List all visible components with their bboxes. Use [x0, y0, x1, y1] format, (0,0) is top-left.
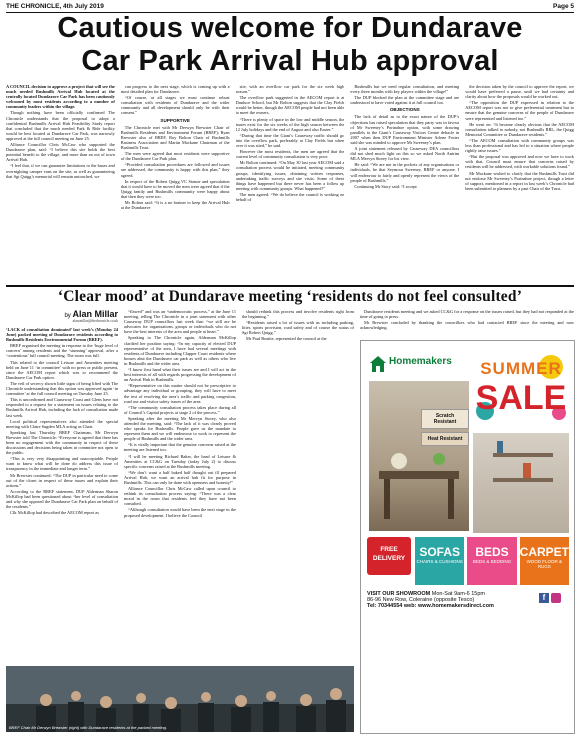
homemakers-advert[interactable]: [360, 340, 575, 734]
article-1-col-1: [6, 84, 115, 282]
article-2-col-3: [242, 309, 354, 345]
article-1-col-2: [121, 84, 230, 282]
paragraph: “During that time the Giant’s Causeway traffic should go into the overflow park, preferably at Clay Fields but when over it was sited,” he said.: [235, 132, 345, 149]
paragraph: site, with an overflow car park for the six week high season.”: [235, 84, 345, 95]
article-2-col-1-text: [6, 327, 118, 665]
paragraph: Dundarave residents meeting and we asked CC&G for a response on the issues raised, but they had not responded at the time of going to press.: [360, 309, 574, 320]
table-icon: [369, 381, 469, 531]
paragraph: Mr Paul Beattie, represented the council at the: [246, 336, 327, 342]
article-1-col-3: [236, 84, 345, 282]
swatch-scratch-resistant: Scratch Resistant: [421, 409, 469, 429]
subheading-objections: OBJECTIONS: [389, 107, 420, 113]
paragraph: “We don’t want a half baked half thought out ill prepared Arrival Hub, we want an arrival hub fit for purpose in Bushmills. This can only be done with openness and honesty!”: [124, 469, 236, 485]
paragraph: In respect of the Robert Quigg VC Statute and speculation that it would have to be moved the men were agreed that if the Quigg family and Bushmills community were happy about that then they were too.: [120, 178, 230, 199]
masthead: [6, 0, 574, 12]
paragraph: The veil of secrecy shown little signs of being lifted with The Chronicle understanding that this option was approved again ‘in committee’ at the full council meeting on Tuesday June 25.: [6, 380, 118, 397]
paragraph: “I feel that, if we can guarantee limitations to the buses and overnighting camper vans on the site, as well as guaranteeing that Sgt Quigg’s memorial will remain untouched, we: [6, 163, 115, 179]
paragraph: “I know first hand what their issues are and I will act in the best interests of all with regards progressing the development of an Arrival Hub in Bushmills.: [124, 367, 236, 383]
paragraph: The Chronicle met with Mr Derwyn Brewster Chair of Bushmills Residents and Environment Forum (BREF); Ryan Brewster also of BREF, Roy Bolton Chair of Bushmills Business Association and Martin Mackane Chairman of the Bushmills Trust.: [120, 124, 230, 151]
category-beds[interactable]: [467, 537, 516, 585]
paragraph: The overflow park suggested in the AECOM report is at Dunluce School, but Mr Bolton suggests that the Clay Fields would be better, though the AECOM people had not been able to meet the owners.: [235, 95, 345, 116]
category-sub: BEDS & BEDDING: [472, 559, 512, 564]
article-2-col-2: [124, 309, 236, 665]
paragraph: “The AECOM consultation with community groups was less than professional and has led to a situation where people rightly raise issues.”: [465, 137, 574, 154]
paragraph: Mr Brewster concluded by thanking the councillors who had contacted BREF since the meeting and now acknowledging.: [360, 320, 574, 331]
article-2-col-4-text: [360, 309, 574, 337]
category-sub: CHAIRS & CUSHIONS: [416, 559, 463, 564]
paragraph: Mr Bolton continued: “On May 30 last year AECOM said a consultation process would be initiated, meeting community groups, identifying issues, obtaining written responses, undertaking traffic surveys and site visits. Some of these things have happened but there never has been a follow up meeting with community groups. What happened?”: [235, 160, 345, 191]
paragraph: Speaking last Thursday BREF Chairman, Mr Derwyn Brewster told The Chronicle: “Everyone is agreed that there has been no engagement with the community in respect of these discussions and decisions being taken in committee not open to the public.: [6, 429, 118, 456]
free-delivery-badge: FREE DELIVERY: [367, 537, 411, 575]
category-sofas[interactable]: [415, 537, 464, 585]
paragraph: This is unconfirmed and Causeway Coast and Glens have not responded to a request for a statement on issues relating to the Bushmills Arrival Hub, including the lack of consultation made last week.: [6, 397, 118, 418]
photo-crowd-illustration: [6, 666, 354, 732]
paragraph: The lack of detail as to the exact nature of the DUP’s objections has raised speculation that they party was in favour of Mr Sweeney’s Portnaboe option, with some drawing parallels to the Giant’s Causeway Visitors Centre debacle in 2007 when then DUP Environment Minister Arlene Foster said she was minded to approve Mr Sweeney’s plan.: [350, 114, 460, 145]
ad-footer: [367, 591, 567, 609]
article-1-col-5: [465, 84, 574, 282]
category-title: SOFAS: [419, 545, 460, 559]
opening-hours: Mon-Sat 9am-6 15pm: [431, 591, 485, 597]
byline-name-row: [6, 309, 118, 319]
paragraph: “Of course, at all stages we must continue robust consultation with residents of Dundarave and the wider community and all development should only be with their consent.”: [120, 95, 230, 116]
paragraph: can progress to the next stage, which is coming up with a most detailed plan for Dundarave.: [120, 84, 230, 95]
homemakers-logo: [369, 353, 452, 375]
paragraph: “Representative on this matter should not be prescriptive to advantage any individual or grouping, they will have to meet the test of resolving the area’s traffic and parking congestion, road use and visitor safety issues of the area.: [124, 383, 236, 404]
paragraph: According to the BREF statement, DUP Alderman Sharon McKillop had been questioned about “her level of consultation and why she opposed the Dundarave Car Park plan on behalf of the residents.”: [6, 488, 118, 510]
paragraph: “I will be meeting Richard Baker, the head of Leisure & Amenities at CC&G on Tuesday (today July 2) to discuss specific concerns raised at the Bushmills meeting.: [124, 453, 236, 469]
paragraph: Local political representatives also attended the special meeting with Claire Sugden MLA acting as Chair.: [6, 418, 118, 429]
category-sub: WOOD FLOOR & RUGS: [526, 559, 563, 569]
category-carpet[interactable]: [520, 537, 569, 585]
room-photo: [473, 433, 569, 533]
swatch-heat-resistant: Heat Resistant: [421, 432, 469, 446]
facebook-icon[interactable]: f: [539, 593, 549, 603]
paragraph: “The opposition the DUP expressed in relation to the AECOM report was not to give preferential treatment but to ensure that the genuine concerns of the people of Dundarave were represented and listened too.”: [465, 100, 574, 121]
paragraph: “The community consultation process takes place during all of Council’s Capital projects at stage 2 of the process.”: [124, 404, 236, 415]
paragraph: Mr Mackane wished to clarify that the Bushmills Trust did not endorse Mr Sweeney’s Portnaboe project, though a letter of support, mentioned in a report in last week’s Chronicle had been submitted to planners by a past Chair of the Trust.: [465, 170, 574, 191]
visit-label: VISIT OUR SHOWROOM: [367, 591, 431, 597]
category-tiles: [415, 537, 569, 585]
paragraph: This related to the council Leisure and Amenities meeting held on June 11 ‘in committee’ with no press or public present, since the AECOM report which was to recommend the Dundarave Car Park option.: [6, 359, 118, 380]
paragraph: “Residents raised a lot of issues with us including parking, litter, sports provision, road safety and of course the status of Sgt Robert Quigg.”: [242, 320, 354, 336]
instagram-icon[interactable]: [551, 593, 561, 603]
social-icons: [539, 593, 561, 603]
article-2-col-1: [6, 327, 118, 665]
article-2-col-3-text: [242, 309, 354, 345]
paragraph: He went on: “It became clearly obvious that the AECOM consultation talked to nobody, not Bushmills RBL, the Quigg Memorial Committee or Dundarave residents.”: [465, 121, 574, 137]
meeting-photo: [6, 666, 354, 732]
paragraph: Cllr McKillop had described the AECOM report as: [10, 510, 99, 516]
paragraph: Mr Bolton said: “It is a no brainer to keep the Arrival Hub at the Dundarave: [120, 199, 230, 211]
byline-name: Alan Millar: [72, 309, 118, 319]
paragraph: “This is very very disappointing and unacceptable. People want to know what will be done do address this issue of transparency in the immediate and longer term.”: [6, 456, 118, 472]
article-1: [6, 84, 574, 282]
paragraph: Mr Brewster continued: “The DUP in particular need to come out of the closet in respect of these issues and explain their actions.”: [6, 472, 118, 488]
summer-label: SUMMER: [480, 359, 562, 378]
house-icon: [369, 355, 387, 373]
paragraph: should rethink this process and involve residents right from the beginning.”: [242, 309, 354, 320]
paragraph: “There is plenty of space in the low and middle season, the issues exist for the six weeks of the high season between the 12 July holidays and the end of August and also Easter.”: [235, 116, 345, 132]
paragraph: Bushmills but we need regular consultation, and meeting every three months with key players within the village!”: [350, 84, 460, 95]
paragraph: A joint statement released by Causeway DEA councillors did not shed much light on this so we asked North Antrim MLA Mervyn Storey for his view.: [350, 146, 460, 162]
paragraph: “Although consultation would have been the next stage in the proposed development. I believe the Council: [124, 507, 236, 518]
subheading-supportive: SUPPORTIVE: [160, 117, 190, 123]
photo-caption: BREF Chair Mr Derwyn Brewster (right) with Dundarave residents at the packed meeting.: [9, 725, 167, 730]
page-number: Page 5: [553, 2, 574, 10]
shelf-icon: [473, 433, 569, 533]
paragraph: Alliance Councillor Chris McCaw who supported the Dundarave plan, said: “I believe this site holds the best potential benefit to the village, and more than an out of town Arrival Hub.: [6, 142, 115, 163]
paragraph: Speaking after the meeting Mr Mervyn Storey, who also attended the meeting, said: “The lack of it was clearly proved who speaks for Bushmills. People gave us the mandate to represent them and we will endeavour to work to represent the people of Bushmills and the wider area.: [124, 415, 236, 442]
paragraph: The men were agreed that most residents were supportive of the Dundarave Car Park plan.: [120, 151, 230, 162]
lead-paragraph: A COUNCIL decision to approve a project that will see the much needed Bushmills Arrival Hub located at the centrally located Dundarave Car Park has been cautiously welcomed by most residents according to a number of community leaders within the village.: [6, 84, 115, 110]
paragraph: “But the proposal was approved and now we have to work with that. Council must ensure that concerns raised by residents will be addressed, with workable solutions found.”: [465, 154, 574, 170]
kitchen-photo: [369, 381, 469, 531]
headline-line-1: Cautious welcome for Dundarave: [57, 12, 523, 44]
category-title: BEDS: [475, 545, 509, 559]
paragraph: Continuing Mr Story said: “I accept: [354, 183, 417, 189]
article-2-col-4: [360, 309, 574, 337]
paragraph: the decision taken by the council to approve the report, we would have preferred a pause, until we had certainty and clarity about how the proposals would be worked out.: [465, 84, 574, 100]
sale-label: SALE: [475, 379, 567, 417]
paragraph: He said: “We are not in the pockets of any organisations or individuals, be that Seymour Sweeney, BREF or anyone. I will endeavour to fairly and openly represent the views of the people of Bushmills.”: [350, 162, 460, 183]
feature-swatches: [421, 409, 469, 446]
headline-line-2: Car Park Arrival Hub approval: [81, 45, 499, 77]
paragraph: “It is vitally important that the genuine concerns raised at the meeting are listened too.: [124, 442, 236, 453]
paragraph: BREF organised the meeting in response to the ‘huge level of concern’ among residents and the ‘stunning’ approval, after a ‘contentious’ full council meeting. The room was full.: [6, 343, 118, 359]
article-2-col-2-text: [124, 309, 236, 665]
category-title: CARPET: [519, 545, 569, 559]
byline-prefix: by: [64, 313, 71, 319]
brand-name: Homemakers: [389, 356, 452, 367]
masthead-date: THE CHRONICLE, 4th July 2019: [6, 2, 104, 10]
byline: [6, 309, 118, 323]
summer-sale-graphic: [473, 349, 569, 429]
paragraph: However the most residents, the men are agreed that the current level of community consultation is very poor.: [235, 149, 345, 160]
headline-main: [6, 12, 574, 78]
paragraph: The DUP blocked the plan at the committee stage and are understood to have voted against it at full council too.: [350, 95, 460, 106]
paragraph: Though nothing have been officially confirmed The Chronicle understands that the proposal to adopt a confidential Bushmills Arrival Hub Feasibility Study report that concluded that the much needed Park & Ride facility would be best located at Dundarave Car Park, was narrowly approved at the full council meeting on June 25.: [6, 110, 115, 141]
article-1-col-4: [350, 84, 459, 282]
lead-paragraph: ‘LACK of consultation dominated’ last week’s (Monday 24 June) packed meeting of Dundarave residents according to Bushmills Residents Environmental Forum (BREF).: [6, 327, 118, 343]
paragraph: “Provided consultation procedures are followed and issues are addressed, the community is happy with this plan,” they agreed.: [120, 162, 230, 178]
paragraph: Speaking to The Chronicle again, Alderman McKillop clarified her position saying: “In my capacity of elected DUP representative of the area, I have had several meetings with residents of Dundarave including Clapper Court residents where houses abut the Dundarave car park as well as others who live in Bushmills and the wider area.: [124, 335, 236, 366]
paragraph: The men agreed: “We do believe the council is working on behalf of: [235, 191, 345, 202]
showroom-contact[interactable]: Tel: 70344554 web: www.homemakersdirect.com: [367, 603, 494, 609]
byline-email: alan.millar@thechronicle.co.uk: [72, 319, 118, 323]
paragraph: Alliance Councillor Chris McCaw called upon council to rethink its consultation process saying: “There was a clear mood in the room that residents feel they have not been consulted.: [124, 486, 236, 507]
showroom-address: 86-96 New Row, Coleraine (opposite Tesco): [367, 597, 475, 603]
headline-secondary: ‘Clear mood’ at Dundarave meeting ‘residents do not feel consulted’: [57, 288, 523, 305]
paragraph: “flawed” and was an “undemocratic process,” at the June 11 meeting, telling The Chronicle in a joint statement with other Causeway DUP councillors last week that: “we still are be advocates for organisations, groups or individuals who do not have the best interests of the area and people at heart.”: [124, 309, 236, 335]
